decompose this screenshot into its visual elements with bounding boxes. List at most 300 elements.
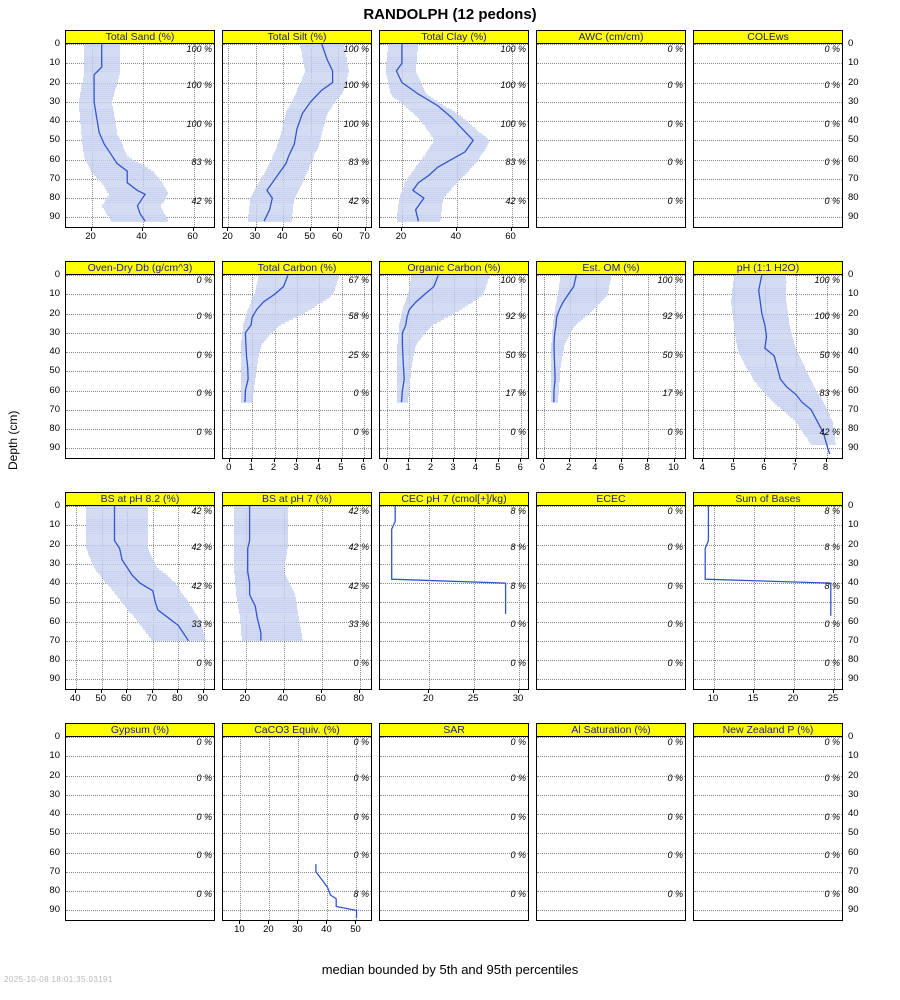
depth-tick-label: 30: [848, 326, 859, 338]
panel-annotation: 0 %: [196, 388, 212, 399]
chart-panel: [536, 492, 686, 691]
panel-annotation: 0 %: [824, 657, 840, 668]
panel-annotation: 0 %: [824, 850, 840, 861]
gridline-horizontal: [537, 737, 685, 738]
x-tick-mark: [621, 459, 622, 462]
panel-annotation: 0 %: [667, 118, 683, 129]
x-tick-label: 4: [315, 462, 322, 473]
gridline-horizontal: [537, 776, 685, 777]
x-tick-mark: [511, 228, 512, 231]
depth-tick-label: 80: [49, 423, 60, 435]
panel-annotation: 17 %: [662, 388, 683, 399]
panel-title: BS at pH 7 (%): [222, 492, 372, 506]
depth-tick-label: 60: [848, 846, 859, 858]
x-tick-mark: [569, 459, 570, 462]
x-tick-mark: [177, 690, 178, 693]
y-axis-label: Depth (cm): [6, 410, 20, 470]
gridline-horizontal: [537, 63, 685, 64]
panel-annotation: 0 %: [196, 426, 212, 437]
x-tick-label: 8: [644, 462, 650, 473]
panel-title: Est. OM (%): [536, 261, 686, 275]
panel-annotation: 0 %: [196, 850, 212, 861]
gridline-horizontal: [694, 737, 842, 738]
gridline-horizontal: [537, 198, 685, 199]
panel-plot-area: [693, 505, 843, 690]
chart-panel: [222, 492, 372, 704]
panel-plot-area: [65, 736, 215, 921]
panel-title: New Zealand P (%): [693, 723, 843, 737]
depth-tick-label: 30: [49, 788, 60, 800]
panel-annotation: 100 %: [186, 80, 212, 91]
chart-panel: [222, 723, 372, 935]
chart-panel: [536, 723, 686, 922]
gridline-horizontal: [66, 410, 214, 411]
x-tick-mark: [833, 690, 834, 693]
x-tick-label: 50: [350, 924, 361, 935]
x-tick-label: 25: [827, 693, 839, 704]
x-tick-label: 40: [136, 231, 147, 242]
x-tick-label: 6: [517, 462, 523, 473]
depth-tick-label: 50: [848, 596, 859, 608]
panel-plot-area: [379, 274, 529, 459]
depth-tick-label: 90: [49, 211, 60, 223]
x-tick-mark: [296, 459, 297, 462]
timestamp: 2025-10-08 18:01:35.03191: [4, 975, 113, 984]
panel-plot-area: [693, 274, 843, 459]
panel-plot-area: [222, 505, 372, 690]
chart-panel: [379, 723, 529, 922]
panel-annotation: 0 %: [667, 580, 683, 591]
panel-annotation: 33 %: [191, 619, 212, 630]
panel-annotation: 0 %: [667, 619, 683, 630]
panel-annotation: 0 %: [196, 311, 212, 322]
panel-plot-area: [536, 505, 686, 690]
panel-annotation: 0 %: [667, 157, 683, 168]
gridline-horizontal: [537, 756, 685, 757]
panel-annotation: 0 %: [824, 773, 840, 784]
x-tick-label: 1: [405, 462, 411, 473]
x-tick-label: 8: [822, 462, 829, 473]
x-tick-mark: [75, 690, 76, 693]
median-line: [694, 506, 842, 689]
panel-title: Gypsum (%): [65, 723, 215, 737]
gridline-horizontal: [380, 776, 528, 777]
x-tick-mark: [359, 690, 360, 693]
x-tick-label: 4: [699, 462, 705, 473]
depth-tick-label: 30: [848, 788, 859, 800]
gridline-horizontal: [537, 833, 685, 834]
depth-tick-label: 70: [848, 865, 859, 877]
panel-annotation: 83 %: [348, 157, 369, 168]
x-tick-mark: [363, 459, 364, 462]
panel-annotation: 0 %: [824, 811, 840, 822]
panel-annotation: 92 %: [505, 311, 526, 322]
gridline-horizontal: [66, 275, 214, 276]
depth-tick-label: 0: [54, 731, 60, 742]
panel-annotation: 100 %: [814, 274, 840, 285]
x-tick-mark: [193, 228, 194, 231]
depth-tick-label: 0: [848, 731, 854, 742]
panel-title: Total Clay (%): [379, 30, 529, 44]
panel-annotation: 0 %: [510, 619, 526, 630]
panel-annotation: 8 %: [824, 580, 840, 591]
panel-annotation: 0 %: [196, 274, 212, 285]
gridline-horizontal: [66, 776, 214, 777]
depth-tick-label: 10: [49, 750, 60, 762]
x-tick-mark: [283, 690, 284, 693]
depth-tick-label: 80: [848, 423, 859, 435]
panel-plot-area: [222, 274, 372, 459]
x-tick-label: 20: [787, 693, 799, 704]
median-line: [66, 506, 214, 689]
panel-annotation: 42 %: [348, 580, 369, 591]
panel-title: Total Silt (%): [222, 30, 372, 44]
depth-tick-label: 10: [49, 288, 60, 300]
gridline-horizontal: [66, 872, 214, 873]
chart-panel: [536, 261, 686, 473]
gridline-horizontal: [380, 872, 528, 873]
panel-title: pH (1:1 H2O): [693, 261, 843, 275]
panel-title: COLEws: [693, 30, 843, 44]
gridline-horizontal: [66, 333, 214, 334]
panel-annotation: 8 %: [353, 888, 369, 899]
panel-annotation: 0 %: [667, 850, 683, 861]
chart-panel: [379, 261, 529, 473]
chart-panel: [65, 261, 215, 460]
depth-tick-label: 0: [848, 38, 854, 49]
gridline-horizontal: [694, 795, 842, 796]
x-tick-label: 20: [263, 924, 274, 935]
depth-tick-label: 20: [49, 307, 60, 319]
depth-tick-label: 70: [49, 634, 60, 646]
x-tick-label: 10: [707, 693, 719, 704]
x-tick-mark: [518, 690, 519, 693]
x-tick-mark: [229, 459, 230, 462]
gridline-horizontal: [537, 525, 685, 526]
x-tick-label: 25: [467, 693, 479, 704]
panel-annotation: 42 %: [348, 542, 369, 553]
x-tick-mark: [274, 459, 275, 462]
depth-tick-label: 60: [49, 846, 60, 858]
depth-tick-label: 90: [848, 442, 859, 454]
chart-panel: [222, 261, 372, 473]
x-tick-mark: [713, 690, 714, 693]
gridline-horizontal: [537, 102, 685, 103]
panel-annotation: 0 %: [824, 736, 840, 747]
panel-annotation: 0 %: [824, 157, 840, 168]
x-tick-mark: [473, 690, 474, 693]
gridline-horizontal: [66, 294, 214, 295]
depth-tick-label: 70: [49, 865, 60, 877]
x-tick-label: 0: [226, 462, 232, 473]
chart-panel: [222, 30, 372, 242]
gridline-horizontal: [66, 814, 214, 815]
x-tick-mark: [203, 690, 204, 693]
panel-title: BS at pH 8.2 (%): [65, 492, 215, 506]
panel-annotation: 92 %: [662, 311, 683, 322]
x-tick-label: 80: [171, 693, 183, 704]
x-tick-label: 6: [761, 462, 767, 473]
depth-tick-label: 90: [49, 442, 60, 454]
depth-tick-label: 70: [848, 634, 859, 646]
x-tick-label: 5: [730, 462, 736, 473]
x-tick-label: 30: [249, 231, 261, 242]
gridline-horizontal: [537, 814, 685, 815]
depth-tick-label: 20: [848, 76, 859, 88]
gridline-horizontal: [537, 121, 685, 122]
gridline-horizontal: [537, 160, 685, 161]
median-line: [223, 737, 371, 920]
gridline-horizontal: [380, 853, 528, 854]
depth-tick-label: 40: [848, 808, 859, 820]
panel-annotation: 0 %: [667, 811, 683, 822]
x-tick-mark: [227, 228, 228, 231]
gridline-horizontal: [694, 756, 842, 757]
panel-plot-area: [536, 274, 686, 459]
panel-annotation: 25 %: [348, 349, 369, 360]
chart-panel: [65, 30, 215, 242]
depth-tick-label: 20: [49, 538, 60, 550]
gridline-horizontal: [66, 795, 214, 796]
panel-annotation: 0 %: [824, 619, 840, 630]
x-tick-mark: [255, 228, 256, 231]
panel-annotation: 42 %: [191, 505, 212, 516]
x-tick-mark: [826, 459, 827, 462]
median-line: [380, 275, 528, 458]
depth-tick-label: 80: [49, 654, 60, 666]
depth-tick-label: 0: [848, 269, 854, 280]
depth-tick-label: 50: [848, 365, 859, 377]
depth-tick-label: 50: [848, 827, 859, 839]
x-tick-label: 6: [360, 462, 366, 473]
depth-tick-label: 30: [49, 557, 60, 569]
depth-tick-label: 50: [49, 134, 60, 146]
gridline-horizontal: [537, 545, 685, 546]
panel-annotation: 0 %: [510, 736, 526, 747]
x-tick-mark: [101, 690, 102, 693]
panel-annotation: 0 %: [824, 43, 840, 54]
x-tick-mark: [595, 459, 596, 462]
x-tick-label: 40: [69, 693, 81, 704]
panel-annotation: 50 %: [819, 349, 840, 360]
panel-annotation: 100 %: [500, 80, 526, 91]
panel-plot-area: [536, 43, 686, 228]
depth-tick-label: 20: [49, 76, 60, 88]
panel-annotation: 42 %: [348, 505, 369, 516]
gridline-horizontal: [66, 853, 214, 854]
gridline-horizontal: [537, 872, 685, 873]
depth-tick-label: 30: [848, 95, 859, 107]
depth-tick-label: 10: [49, 57, 60, 69]
x-tick-mark: [475, 459, 476, 462]
x-tick-mark: [702, 459, 703, 462]
panel-annotation: 0 %: [196, 349, 212, 360]
gridline-horizontal: [694, 179, 842, 180]
depth-tick-label: 10: [49, 519, 60, 531]
panel-annotation: 42 %: [191, 542, 212, 553]
panel-annotation: 0 %: [353, 850, 369, 861]
x-tick-label: 40: [321, 924, 332, 935]
x-tick-label: 2: [427, 462, 434, 473]
panel-title: Organic Carbon (%): [379, 261, 529, 275]
gridline-horizontal: [537, 217, 685, 218]
depth-tick-label: 30: [49, 326, 60, 338]
x-tick-mark: [498, 459, 499, 462]
depth-tick-label: 50: [49, 365, 60, 377]
panel-annotation: 0 %: [510, 850, 526, 861]
panel-annotation: 0 %: [510, 888, 526, 899]
x-tick-label: 30: [512, 693, 524, 704]
median-line: [223, 275, 371, 458]
x-tick-label: 7: [792, 462, 798, 473]
gridline-horizontal: [694, 140, 842, 141]
panel-title: Al Saturation (%): [536, 723, 686, 737]
x-tick-mark: [520, 459, 521, 462]
x-tick-label: 70: [359, 231, 370, 242]
panel-annotation: 0 %: [196, 657, 212, 668]
x-tick-label: 15: [747, 693, 759, 704]
depth-tick-label: 60: [49, 615, 60, 627]
panel-annotation: 0 %: [196, 773, 212, 784]
x-tick-label: 50: [95, 693, 106, 704]
panel-annotation: 50 %: [505, 349, 526, 360]
panel-annotation: 0 %: [824, 80, 840, 91]
gridline-horizontal: [694, 217, 842, 218]
depth-tick-label: 60: [848, 615, 859, 627]
gridline-horizontal: [537, 891, 685, 892]
gridline-horizontal: [537, 910, 685, 911]
chart-panel: [693, 261, 843, 473]
x-tick-mark: [365, 228, 366, 231]
panel-annotation: 100 %: [343, 118, 369, 129]
panel-plot-area: [65, 505, 215, 690]
x-tick-mark: [453, 459, 454, 462]
depth-tick-label: 90: [49, 673, 60, 685]
panel-title: CEC pH 7 (cmol[+]/kg): [379, 492, 529, 506]
depth-tick-label: 0: [54, 269, 60, 280]
gridline-horizontal: [380, 795, 528, 796]
gridline-horizontal: [694, 121, 842, 122]
x-tick-mark: [431, 459, 432, 462]
x-tick-label: 6: [618, 462, 624, 473]
depth-tick-label: 60: [848, 384, 859, 396]
gridline-horizontal: [537, 660, 685, 661]
depth-tick-label: 0: [54, 500, 60, 511]
x-tick-label: 2: [566, 462, 572, 473]
gridline-horizontal: [66, 371, 214, 372]
panel-annotation: 100 %: [343, 80, 369, 91]
gridline-horizontal: [694, 160, 842, 161]
gridline-horizontal: [380, 833, 528, 834]
gridline-horizontal: [537, 795, 685, 796]
panel-title: SAR: [379, 723, 529, 737]
gridline-horizontal: [380, 891, 528, 892]
x-tick-label: 0: [383, 462, 389, 473]
panel-annotation: 8 %: [510, 542, 526, 553]
gridline-horizontal: [694, 198, 842, 199]
x-tick-label: 0: [539, 462, 546, 473]
depth-tick-label: 40: [49, 346, 60, 358]
panel-annotation: 0 %: [353, 773, 369, 784]
x-tick-label: 40: [276, 231, 288, 242]
panel-annotation: 0 %: [824, 118, 840, 129]
gridline-horizontal: [66, 891, 214, 892]
panel-annotation: 0 %: [353, 388, 369, 399]
depth-tick-label: 40: [49, 115, 60, 127]
panel-annotation: 0 %: [196, 811, 212, 822]
panel-annotation: 0 %: [353, 811, 369, 822]
chart-panel: [693, 30, 843, 229]
gridline-horizontal: [66, 391, 214, 392]
x-tick-mark: [91, 228, 92, 231]
depth-tick-label: 40: [49, 808, 60, 820]
panel-annotation: 100 %: [186, 118, 212, 129]
x-tick-label: 80: [353, 693, 364, 704]
x-tick-mark: [321, 690, 322, 693]
x-tick-mark: [282, 228, 283, 231]
depth-tick-label: 10: [848, 57, 859, 69]
x-tick-label: 10: [668, 462, 679, 473]
panel-plot-area: [693, 43, 843, 228]
x-tick-mark: [142, 228, 143, 231]
depth-tick-label: 20: [848, 307, 859, 319]
gridline-horizontal: [66, 429, 214, 430]
panel-title: Oven-Dry Db (g/cm^3): [65, 261, 215, 275]
depth-tick-label: 80: [49, 885, 60, 897]
x-tick-mark: [733, 459, 734, 462]
x-tick-label: 70: [146, 693, 158, 704]
panel-annotation: 0 %: [667, 888, 683, 899]
depth-tick-label: 10: [848, 750, 859, 762]
x-tick-mark: [245, 690, 246, 693]
depth-tick-label: 70: [49, 172, 60, 184]
panel-annotation: 17 %: [505, 388, 526, 399]
panel-annotation: 0 %: [667, 542, 683, 553]
panel-plot-area: [222, 43, 372, 228]
depth-tick-label: 50: [49, 596, 60, 608]
panel-annotation: 0 %: [353, 736, 369, 747]
panel-annotation: 0 %: [510, 657, 526, 668]
panel-annotation: 100 %: [343, 43, 369, 54]
gridline-horizontal: [66, 352, 214, 353]
x-tick-label: 50: [304, 231, 315, 242]
depth-tick-label: 30: [49, 95, 60, 107]
x-tick-label: 3: [293, 462, 299, 473]
x-tick-mark: [268, 921, 269, 924]
gridline-horizontal: [694, 776, 842, 777]
gridline-horizontal: [380, 910, 528, 911]
gridline-horizontal: [66, 910, 214, 911]
depth-tick-label: 70: [848, 403, 859, 415]
x-tick-label: 40: [277, 693, 288, 704]
depth-tick-label: 20: [848, 538, 859, 550]
x-tick-label: 60: [187, 231, 198, 242]
panel-title: CaCO3 Equiv. (%): [222, 723, 372, 737]
panel-annotation: 42 %: [505, 195, 526, 206]
gridline-horizontal: [694, 853, 842, 854]
gridline-horizontal: [537, 641, 685, 642]
x-tick-mark: [543, 459, 544, 462]
panel-title: Total Sand (%): [65, 30, 215, 44]
panel-annotation: 100 %: [500, 274, 526, 285]
x-tick-label: 60: [120, 693, 132, 704]
panel-annotation: 42 %: [191, 195, 212, 206]
x-tick-mark: [152, 690, 153, 693]
gridline-horizontal: [694, 910, 842, 911]
x-tick-mark: [326, 921, 327, 924]
x-tick-label: 30: [292, 924, 303, 935]
depth-tick-label: 40: [848, 346, 859, 358]
